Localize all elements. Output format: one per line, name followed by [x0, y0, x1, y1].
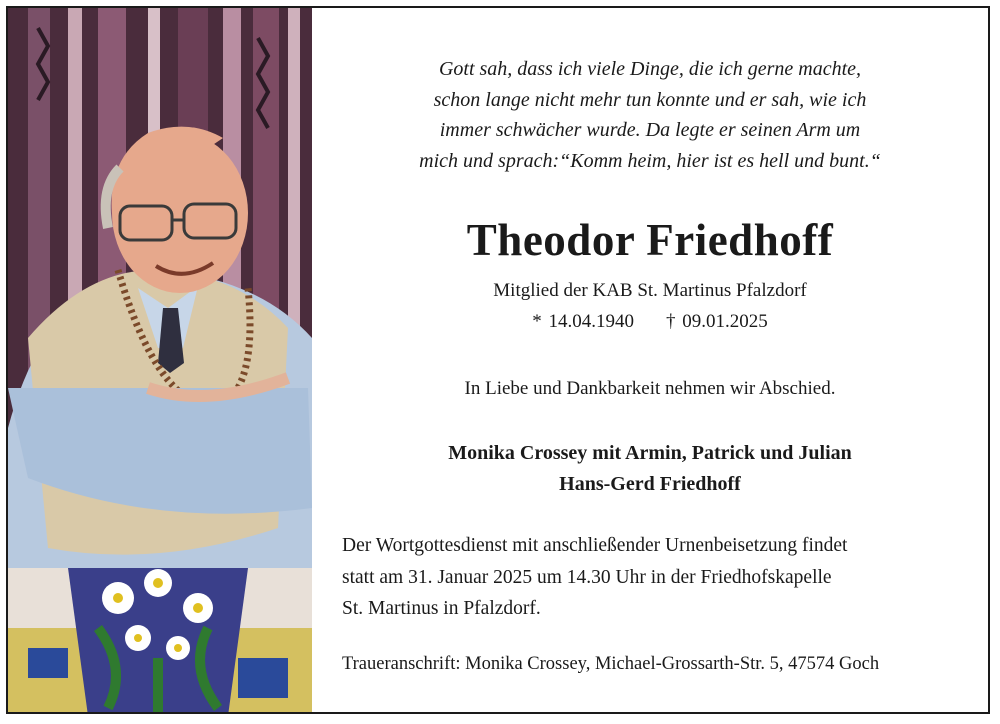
mourner-line: Monika Crossey mit Armin, Patrick und Julian [448, 442, 852, 464]
portrait-photo-illustration [8, 8, 312, 712]
obituary-notice [6, 6, 990, 714]
life-dates [312, 311, 988, 333]
poem-line: mich und sprach:“Komm heim, hier ist es hell und bunt.“ [419, 149, 881, 172]
service-info [342, 530, 968, 625]
poem-line: schon lange nicht mehr tun konnte und er sah, wie ich [433, 88, 867, 111]
service-line: statt am 31. Januar 2025 um 14.30 Uhr in der Friedhofskapelle [342, 566, 832, 588]
service-line: Der Wortgottesdienst mit anschließender Urnenbeisetzung findet [342, 535, 848, 556]
mourners [312, 438, 988, 500]
mourner-line: Hans-Gerd Friedhoff [559, 473, 741, 495]
deceased-name: Theodor Friedhoff [466, 215, 834, 265]
poem-line: Gott sah, dass ich viele Dinge, die ich gerne machte, [438, 58, 862, 80]
membership: Mitglied der KAB St. Martinus Pfalzdorf [493, 280, 807, 301]
service-line: St. Martinus in Pfalzdorf. [342, 598, 541, 619]
notice-text [312, 8, 988, 712]
death-date: † 09.01.2025 [666, 311, 768, 332]
farewell-text: In Liebe und Dankbarkeit nehmen wir Abschied. [464, 378, 836, 399]
mourning-address: Traueranschrift: Monika Crossey, Michael-Grossarth-Str. 5, 47574 Goch [342, 654, 880, 674]
poem-line: immer schwächer wurde. Da legte er seinen Arm um [439, 119, 861, 141]
birth-date: * 14.04.1940 [532, 311, 634, 332]
poem [312, 54, 988, 176]
portrait-photo [8, 8, 312, 712]
